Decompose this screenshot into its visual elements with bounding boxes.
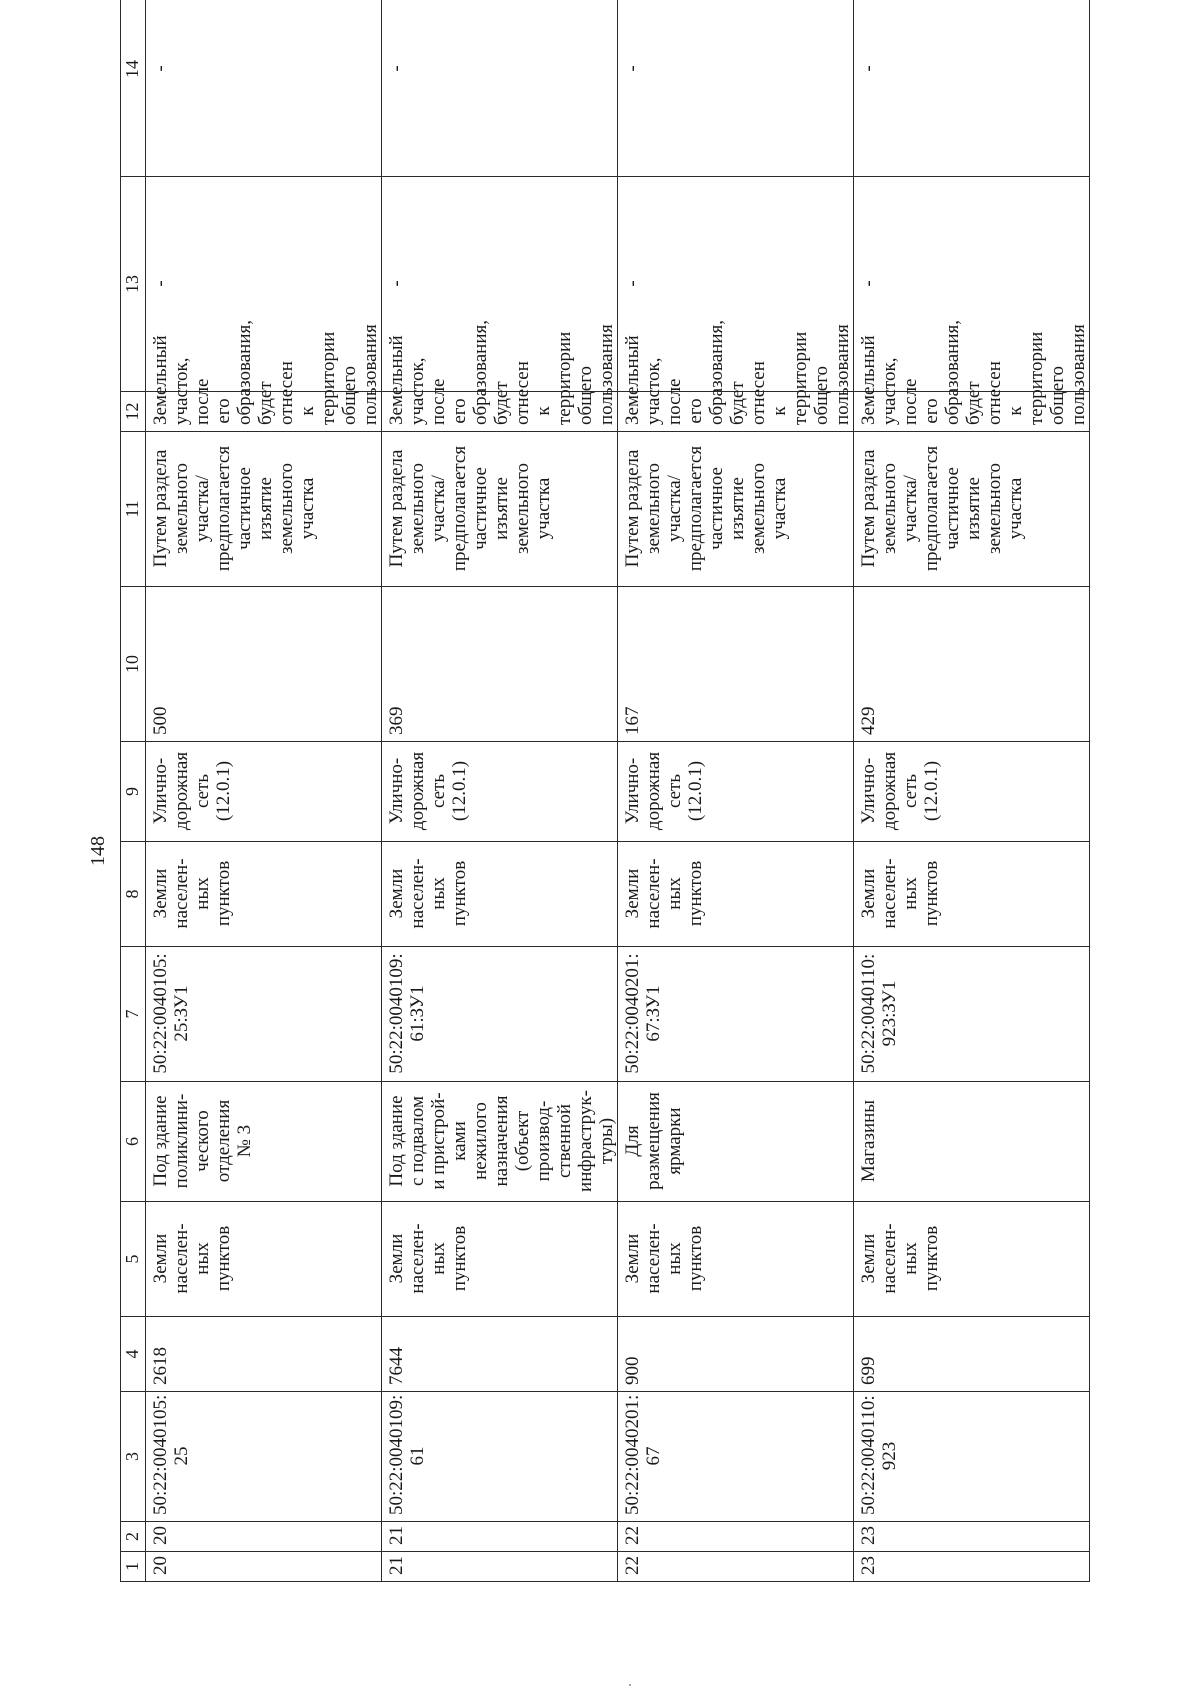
- cell-new-land-category: Земли населен- ных пунктов: [618, 842, 854, 947]
- cell-col13: -: [146, 177, 382, 392]
- cell-land-category: Земли населен- ных пунктов: [382, 1202, 618, 1317]
- cell-new-cadastral-number: 50:22:0040105: 25:ЗУ1: [146, 947, 382, 1082]
- cell-new-cadastral-number: 50:22:0040201: 67:ЗУ1: [618, 947, 854, 1082]
- cell-new-area: 429: [854, 587, 1090, 742]
- cell-plot-number: 20: [146, 1522, 382, 1552]
- rotated-table-wrapper: [120, 42, 1089, 1582]
- col-number: 10: [121, 587, 146, 742]
- cell-col14: -: [618, 0, 854, 177]
- cell-cadastral-number: 50:22:0040109: 61: [382, 1392, 618, 1522]
- column-number-row: [121, 0, 146, 1582]
- cell-new-permitted-use: Улично- дорожная сеть (12.0.1): [618, 742, 854, 842]
- cell-cadastral-number: 50:22:0040105: 25: [146, 1392, 382, 1522]
- col-number: 5: [121, 1202, 146, 1317]
- cell-land-category: Земли населен- ных пунктов: [854, 1202, 1090, 1317]
- table-row: [618, 0, 854, 1582]
- col-number: 14: [121, 0, 146, 177]
- col-number: 2: [121, 1522, 146, 1552]
- cell-plot-number: 23: [854, 1522, 1090, 1552]
- cell-new-permitted-use: Улично- дорожная сеть (12.0.1): [146, 742, 382, 842]
- cell-new-land-category: Земли населен- ных пунктов: [146, 842, 382, 947]
- cell-permitted-use: Под здание с подвалом и пристрой- ками нежилого назначения (объект производ- ственной инфраструк- туры): [382, 1082, 618, 1202]
- col-number: 6: [121, 1082, 146, 1202]
- cell-col13: -: [382, 177, 618, 392]
- cell-new-cadastral-number: 50:22:0040109: 61:ЗУ1: [382, 947, 618, 1082]
- col-number: 4: [121, 1317, 146, 1392]
- cell-permitted-use: Под здание поликлини- ческого отделения № 3: [146, 1082, 382, 1202]
- col-number: 7: [121, 947, 146, 1082]
- cell-new-area: 167: [618, 587, 854, 742]
- cell-col14: -: [382, 0, 618, 177]
- table-row: [382, 0, 618, 1582]
- page-number: 148: [87, 836, 109, 866]
- cell-row-number: 21: [382, 1552, 618, 1582]
- cell-new-cadastral-number: 50:22:0040110: 923:ЗУ1: [854, 947, 1090, 1082]
- cell-note: Земельный участок, после его образования, будет отнесен к территории общего пользования: [854, 392, 1090, 432]
- cell-row-number: 22: [618, 1552, 854, 1582]
- col-number: 1: [121, 1552, 146, 1582]
- cell-new-permitted-use: Улично- дорожная сеть (12.0.1): [854, 742, 1090, 842]
- cell-land-category: Земли населен- ных пунктов: [146, 1202, 382, 1317]
- cell-new-area: 369: [382, 587, 618, 742]
- cell-formation-method: Путем раздела земельного участка/ предполагается частичное изъятие земельного участка: [382, 432, 618, 587]
- cell-land-category: Земли населен- ных пунктов: [618, 1202, 854, 1317]
- table-row: [146, 0, 382, 1582]
- cell-cadastral-number: 50:22:0040201: 67: [618, 1392, 854, 1522]
- cell-new-permitted-use: Улично- дорожная сеть (12.0.1): [382, 742, 618, 842]
- scan-speck: [629, 1684, 631, 1686]
- cell-area: 900: [618, 1317, 854, 1392]
- cell-permitted-use: Магазины: [854, 1082, 1090, 1202]
- col-number: 9: [121, 742, 146, 842]
- cell-new-land-category: Земли населен- ных пунктов: [854, 842, 1090, 947]
- col-number: 3: [121, 1392, 146, 1522]
- cell-col14: -: [854, 0, 1090, 177]
- cell-plot-number: 22: [618, 1522, 854, 1552]
- cell-permitted-use: Для размещения ярмарки: [618, 1082, 854, 1202]
- cell-row-number: 20: [146, 1552, 382, 1582]
- cell-note: Земельный участок, после его образования, будет отнесен к территории общего пользования: [146, 392, 382, 432]
- cell-note: Земельный участок, после его образования, будет отнесен к территории общего пользования: [382, 392, 618, 432]
- cell-formation-method: Путем раздела земельного участка/ предполагается частичное изъятие земельного участка: [618, 432, 854, 587]
- cell-area: 2618: [146, 1317, 382, 1392]
- col-number: 13: [121, 177, 146, 392]
- cell-row-number: 23: [854, 1552, 1090, 1582]
- cell-new-area: 500: [146, 587, 382, 742]
- cell-col13: -: [618, 177, 854, 392]
- cell-note: Земельный участок, после его образования, будет отнесен к территории общего пользования: [618, 392, 854, 432]
- cell-area: 7644: [382, 1317, 618, 1392]
- cell-formation-method: Путем раздела земельного участка/ предполагается частичное изъятие земельного участка: [146, 432, 382, 587]
- land-plots-table: [120, 0, 1090, 1582]
- cell-area: 699: [854, 1317, 1090, 1392]
- col-number: 8: [121, 842, 146, 947]
- cell-col14: -: [146, 0, 382, 177]
- cell-cadastral-number: 50:22:0040110: 923: [854, 1392, 1090, 1522]
- cell-formation-method: Путем раздела земельного участка/ предполагается частичное изъятие земельного участка: [854, 432, 1090, 587]
- cell-col13: -: [854, 177, 1090, 392]
- table-row: [854, 0, 1090, 1582]
- cell-new-land-category: Земли населен- ных пунктов: [382, 842, 618, 947]
- cell-plot-number: 21: [382, 1522, 618, 1552]
- col-number: 11: [121, 432, 146, 587]
- col-number: 12: [121, 392, 146, 432]
